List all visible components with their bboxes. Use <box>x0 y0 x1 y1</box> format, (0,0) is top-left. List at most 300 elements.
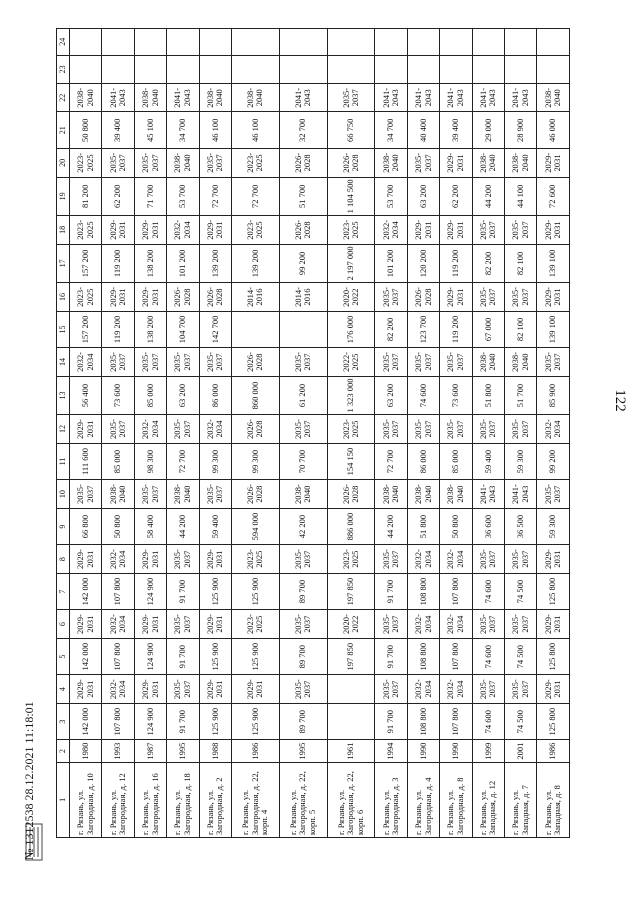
column-number: 3 <box>57 703 70 740</box>
table-cell: 59 300 <box>505 443 537 480</box>
table-cell: 91 700 <box>375 703 407 740</box>
table-cell: 2038-2040 <box>505 348 537 376</box>
table-cell: 36 600 <box>472 508 504 545</box>
table-cell: 59 400 <box>472 443 504 480</box>
table-cell: 32 700 <box>279 112 327 149</box>
table-cell: 53 700 <box>375 177 407 216</box>
page-number: 122 <box>611 389 628 412</box>
table-cell: 91 700 <box>167 703 199 740</box>
table-cell: 2038-2040 <box>375 480 407 508</box>
column-number: 18 <box>57 216 70 244</box>
table-cell: 2035-2037 <box>199 348 231 376</box>
table-cell: 67 000 <box>472 311 504 348</box>
table-cell: 1986 <box>537 740 570 762</box>
address-cell: г. Рязань, ул. Загородная, д. 16 <box>134 762 166 837</box>
table-cell: 2029-2031 <box>407 216 439 244</box>
table-cell: 2029-2031 <box>537 149 570 177</box>
table-cell: 860 000 <box>232 376 280 415</box>
table-cell: 142 000 <box>70 703 102 740</box>
table-row <box>134 29 166 838</box>
table-cell <box>440 55 472 83</box>
table-cell: 56 400 <box>70 376 102 415</box>
table-cell: 2032-2034 <box>440 545 472 573</box>
table-cell: 119 200 <box>102 244 134 283</box>
table-cell: 2023-2025 <box>232 149 280 177</box>
table-cell: 2035-2037 <box>279 675 327 703</box>
table-row <box>327 29 375 838</box>
table-cell: 82 200 <box>472 244 504 283</box>
address-cell: г. Рязань, ул. Западная, д. 7 <box>505 762 537 837</box>
table-cell: 86 000 <box>199 376 231 415</box>
table-cell: 2032-2034 <box>407 610 439 638</box>
table-cell: 2029-2031 <box>70 415 102 443</box>
table-cell: 2035-2037 <box>375 348 407 376</box>
table-cell: 2023-2025 <box>70 149 102 177</box>
address-cell: г. Рязань, ул. Загородная, д. 18 <box>167 762 199 837</box>
table-cell: 2032-2034 <box>407 545 439 573</box>
table-cell: 2035-2037 <box>407 149 439 177</box>
table-cell: 74 500 <box>505 703 537 740</box>
table-row <box>199 29 231 838</box>
table-cell: 2035-2037 <box>537 348 570 376</box>
table-cell: 2032-2034 <box>407 675 439 703</box>
column-number: 15 <box>57 311 70 348</box>
table-cell: 2035-2037 <box>505 675 537 703</box>
table-cell: 2035-2037 <box>134 480 166 508</box>
table-cell: 1995 <box>167 740 199 762</box>
table-cell: 2026-2028 <box>232 480 280 508</box>
table-cell: 91 700 <box>375 638 407 675</box>
table-cell: 46 100 <box>199 112 231 149</box>
table-cell: 2035-2037 <box>505 545 537 573</box>
column-number: 14 <box>57 348 70 376</box>
table-cell: 85 000 <box>134 376 166 415</box>
table-cell: 62 200 <box>102 177 134 216</box>
table-cell: 2038-2040 <box>472 149 504 177</box>
table-cell: 197 850 <box>327 573 375 610</box>
table-cell: 2038-2040 <box>407 480 439 508</box>
table-cell: 86 000 <box>407 443 439 480</box>
table-cell <box>134 29 166 56</box>
table-cell: 1980 <box>70 740 102 762</box>
table-cell <box>505 55 537 83</box>
footer-doc-number: № 1312538 28.12.2021 11:18:01 <box>22 701 36 860</box>
table-cell <box>199 55 231 83</box>
table-cell: 2026-2028 <box>407 283 439 311</box>
table-cell: 2035-2037 <box>375 545 407 573</box>
table-cell: 44 200 <box>472 177 504 216</box>
rotated-table-container <box>56 28 570 838</box>
table-cell <box>232 55 280 83</box>
table-cell: 2026-2028 <box>279 149 327 177</box>
address-cell: г. Рязань, ул. Загородная, д. 3 <box>375 762 407 837</box>
table-cell: 125 900 <box>232 703 280 740</box>
table-cell: 2029-2031 <box>70 675 102 703</box>
table-cell: 63 200 <box>375 376 407 415</box>
table-cell: 2041-2043 <box>472 480 504 508</box>
table-cell: 91 700 <box>375 573 407 610</box>
table-cell: 2038-2040 <box>472 348 504 376</box>
table-cell: 74 600 <box>472 703 504 740</box>
table-cell: 125 900 <box>199 638 231 675</box>
table-cell: 142 700 <box>199 311 231 348</box>
table-cell: 74 600 <box>407 376 439 415</box>
table-cell: 1990 <box>407 740 439 762</box>
table-cell <box>537 55 570 83</box>
table-cell: 2032-2034 <box>440 675 472 703</box>
table-cell: 2035-2037 <box>472 545 504 573</box>
table-cell: 51 700 <box>505 376 537 415</box>
table-cell: 2029-2031 <box>537 283 570 311</box>
table-cell <box>440 29 472 56</box>
table-cell: 2029-2031 <box>70 545 102 573</box>
table-cell: 2020-2022 <box>327 610 375 638</box>
table-cell <box>472 29 504 56</box>
table-cell: 91 700 <box>167 573 199 610</box>
table-row <box>440 29 472 838</box>
table-cell: 72 600 <box>537 177 570 216</box>
table-cell: 2 197 000 <box>327 244 375 283</box>
table-cell <box>232 311 280 348</box>
table-cell: 107 800 <box>102 638 134 675</box>
table-cell: 2032-2034 <box>70 348 102 376</box>
table-cell: 119 200 <box>440 244 472 283</box>
table-cell: 2041-2043 <box>167 84 199 112</box>
table-cell: 120 200 <box>407 244 439 283</box>
table-row <box>102 29 134 838</box>
table-cell: 2035-2037 <box>505 283 537 311</box>
table-cell: 44 100 <box>505 177 537 216</box>
column-number: 19 <box>57 177 70 216</box>
address-cell: г. Рязань, ул. Западная, д. 12 <box>472 762 504 837</box>
table-cell: 40 400 <box>407 112 439 149</box>
table-cell: 72 700 <box>375 443 407 480</box>
table-cell: 139 200 <box>232 244 280 283</box>
table-cell: 2035-2037 <box>407 415 439 443</box>
table-cell: 51 800 <box>472 376 504 415</box>
table-cell: 101 200 <box>167 244 199 283</box>
address-cell: г. Рязань, ул. Загородная, д. 4 <box>407 762 439 837</box>
table-cell: 2029-2031 <box>199 216 231 244</box>
column-number: 21 <box>57 112 70 149</box>
address-cell: г. Рязань, ул. Загородная, д. 12 <box>102 762 134 837</box>
table-row <box>407 29 439 838</box>
table-cell: 2041-2043 <box>440 84 472 112</box>
table-cell: 2026-2028 <box>232 348 280 376</box>
table-cell: 2035-2037 <box>505 216 537 244</box>
table-cell <box>505 29 537 56</box>
column-number: 1 <box>57 762 70 837</box>
table-cell <box>167 55 199 83</box>
table-cell: 2032-2034 <box>102 675 134 703</box>
table-cell <box>199 29 231 56</box>
table-cell <box>102 55 134 83</box>
table-cell: 2032-2034 <box>167 216 199 244</box>
table-cell: 2035-2037 <box>134 348 166 376</box>
table-cell: 2014-2016 <box>232 283 280 311</box>
table-row <box>505 29 537 838</box>
table-row <box>279 29 327 838</box>
table-cell: 72 700 <box>167 443 199 480</box>
table-cell: 139 100 <box>537 244 570 283</box>
table-cell: 2035-2037 <box>279 348 327 376</box>
table-cell: 89 700 <box>279 703 327 740</box>
table-cell: 66 750 <box>327 112 375 149</box>
table-cell: 107 800 <box>440 638 472 675</box>
table-cell: 2014-2016 <box>279 283 327 311</box>
table-cell: 74 600 <box>472 573 504 610</box>
table-cell: 2029-2031 <box>537 610 570 638</box>
table-cell: 45 100 <box>134 112 166 149</box>
table-cell: 2041-2043 <box>505 480 537 508</box>
table-cell: 2035-2037 <box>279 610 327 638</box>
table-cell: 2023-2025 <box>327 545 375 573</box>
table-cell: 1987 <box>134 740 166 762</box>
table-cell: 2023-2025 <box>232 216 280 244</box>
table-cell: 2023-2025 <box>327 216 375 244</box>
table-cell: 2029-2031 <box>440 216 472 244</box>
table-cell: 46 000 <box>537 112 570 149</box>
table-cell: 2035-2037 <box>472 610 504 638</box>
column-number: 4 <box>57 675 70 703</box>
table-cell: 2035-2037 <box>102 149 134 177</box>
table-cell: 2035-2037 <box>279 415 327 443</box>
column-number: 13 <box>57 376 70 415</box>
table-cell: 2038-2040 <box>167 149 199 177</box>
table-cell <box>167 29 199 56</box>
table-cell <box>279 55 327 83</box>
column-number: 24 <box>57 29 70 56</box>
table-cell: 89 700 <box>279 638 327 675</box>
table-cell: 125 800 <box>537 638 570 675</box>
table-cell: 2041-2043 <box>407 84 439 112</box>
table-cell: 2029-2031 <box>537 545 570 573</box>
table-row <box>167 29 199 838</box>
table-cell: 2035-2037 <box>167 545 199 573</box>
table-cell: 2029-2031 <box>134 545 166 573</box>
table-cell: 2035-2037 <box>167 415 199 443</box>
table-row <box>70 29 102 838</box>
table-cell <box>375 29 407 56</box>
table-cell: 2035-2037 <box>375 610 407 638</box>
table-cell: 81 200 <box>70 177 102 216</box>
table-cell: 2020-2022 <box>327 283 375 311</box>
table-cell: 2032-2034 <box>134 415 166 443</box>
table-cell: 142 000 <box>70 573 102 610</box>
table-cell: 2032-2034 <box>440 610 472 638</box>
table-cell: 89 700 <box>279 573 327 610</box>
table-cell: 34 700 <box>167 112 199 149</box>
table-cell: 2026-2028 <box>327 480 375 508</box>
column-number: 23 <box>57 55 70 83</box>
table-cell: 62 200 <box>440 177 472 216</box>
table-cell: 2029-2031 <box>440 283 472 311</box>
table-cell: 2041-2043 <box>505 84 537 112</box>
table-cell: 1999 <box>472 740 504 762</box>
table-cell <box>327 29 375 56</box>
table-cell: 98 300 <box>134 443 166 480</box>
table-cell: 111 600 <box>70 443 102 480</box>
table-cell: 73 600 <box>102 376 134 415</box>
table-cell: 2038-2040 <box>199 84 231 112</box>
table-cell: 125 800 <box>537 573 570 610</box>
table-cell <box>279 311 327 348</box>
table-cell: 2032-2034 <box>102 610 134 638</box>
table-cell: 1995 <box>279 740 327 762</box>
table-cell: 2026-2028 <box>327 149 375 177</box>
table-cell: 44 200 <box>167 508 199 545</box>
table-cell: 99 300 <box>199 443 231 480</box>
table-cell: 36 500 <box>505 508 537 545</box>
table-cell: 2023-2025 <box>70 283 102 311</box>
table-cell: 2035-2037 <box>70 480 102 508</box>
table-cell: 59 400 <box>199 508 231 545</box>
table-cell: 2038-2040 <box>440 480 472 508</box>
capital-repair-table <box>56 28 570 838</box>
address-cell: г. Рязань, ул. Загородная, д. 2 <box>199 762 231 837</box>
table-cell: 2029-2031 <box>134 675 166 703</box>
table-cell: 72 700 <box>199 177 231 216</box>
column-number: 5 <box>57 638 70 675</box>
table-row <box>472 29 504 838</box>
table-row <box>537 29 570 838</box>
table-cell: 2035-2037 <box>327 84 375 112</box>
table-cell <box>70 55 102 83</box>
table-cell: 85 000 <box>102 443 134 480</box>
table-cell: 104 700 <box>167 311 199 348</box>
table-cell: 124 900 <box>134 638 166 675</box>
table-cell: 63 200 <box>167 376 199 415</box>
table-cell: 2035-2037 <box>102 415 134 443</box>
table-cell: 2035-2037 <box>505 415 537 443</box>
table-cell: 2035-2037 <box>167 610 199 638</box>
table-cell: 85 900 <box>537 376 570 415</box>
table-cell: 74 500 <box>505 638 537 675</box>
table-cell: 2029-2031 <box>537 675 570 703</box>
table-cell: 2023-2025 <box>70 216 102 244</box>
table-cell: 1986 <box>232 740 280 762</box>
table-cell: 2029-2031 <box>199 675 231 703</box>
table-cell: 176 000 <box>327 311 375 348</box>
column-number: 16 <box>57 283 70 311</box>
table-cell: 2041-2043 <box>472 84 504 112</box>
table-cell: 58 400 <box>134 508 166 545</box>
address-cell: г. Рязань, ул. Загородная, д. 22, корп. 6 <box>327 762 375 837</box>
table-cell: 39 400 <box>102 112 134 149</box>
table-cell: 2041-2043 <box>279 84 327 112</box>
table-cell: 2026-2028 <box>167 283 199 311</box>
column-number: 20 <box>57 149 70 177</box>
table-cell: 2035-2037 <box>440 415 472 443</box>
table-cell: 2035-2037 <box>167 348 199 376</box>
table-cell: 66 800 <box>70 508 102 545</box>
table-cell: 2023-2025 <box>327 415 375 443</box>
column-number: 11 <box>57 443 70 480</box>
table-cell: 2041-2043 <box>375 84 407 112</box>
table-cell: 1988 <box>199 740 231 762</box>
address-cell: г. Рязань, ул. Загородная, д. 22, корп. 4 <box>232 762 280 837</box>
table-cell: 2026-2028 <box>279 216 327 244</box>
table-cell: 2038-2040 <box>537 84 570 112</box>
table-cell: 154 150 <box>327 443 375 480</box>
table-cell: 42 200 <box>279 508 327 545</box>
table-cell: 2038-2040 <box>134 84 166 112</box>
table-cell: 82 100 <box>505 311 537 348</box>
table-cell: 2035-2037 <box>472 216 504 244</box>
table-cell: 2038-2040 <box>167 480 199 508</box>
table-cell <box>134 55 166 83</box>
table-cell: 2023-2025 <box>232 610 280 638</box>
table-cell: 125 900 <box>232 638 280 675</box>
table-cell: 73 600 <box>440 376 472 415</box>
table-cell: 2035-2037 <box>440 348 472 376</box>
table-cell: 2029-2031 <box>102 283 134 311</box>
table-cell: 2035-2037 <box>472 415 504 443</box>
table-cell: 99 200 <box>537 443 570 480</box>
table-cell: 99 300 <box>232 443 280 480</box>
table-cell: 2041-2043 <box>102 84 134 112</box>
table-cell: 108 800 <box>407 638 439 675</box>
table-cell: 197 850 <box>327 638 375 675</box>
table-cell: 29 000 <box>472 112 504 149</box>
table-cell: 1990 <box>440 740 472 762</box>
table-cell: 138 200 <box>134 311 166 348</box>
column-number-row <box>57 29 70 838</box>
table-cell: 53 700 <box>167 177 199 216</box>
table-cell: 2035-2037 <box>102 348 134 376</box>
table-cell <box>232 29 280 56</box>
table-cell: 107 800 <box>440 703 472 740</box>
column-number: 9 <box>57 508 70 545</box>
table-cell: 594 000 <box>232 508 280 545</box>
table-cell: 2029-2031 <box>440 149 472 177</box>
column-number: 10 <box>57 480 70 508</box>
table-cell: 2001 <box>505 740 537 762</box>
table-cell: 886 000 <box>327 508 375 545</box>
table-cell: 2032-2034 <box>199 415 231 443</box>
table-cell: 107 800 <box>102 573 134 610</box>
table-cell: 50 800 <box>102 508 134 545</box>
table-cell: 2029-2031 <box>134 216 166 244</box>
column-number: 22 <box>57 84 70 112</box>
table-cell: 125 900 <box>199 573 231 610</box>
table-cell: 107 800 <box>440 573 472 610</box>
table-cell: 2038-2040 <box>102 480 134 508</box>
table-cell: 2035-2037 <box>375 415 407 443</box>
address-cell: г. Рязань, ул. Загородная, д. 8 <box>440 762 472 837</box>
table-row <box>232 29 280 838</box>
table-cell: 59 300 <box>537 508 570 545</box>
table-cell: 2035-2037 <box>472 283 504 311</box>
table-cell: 50 800 <box>440 508 472 545</box>
table-cell: 2035-2037 <box>472 675 504 703</box>
table-cell: 2035-2037 <box>134 149 166 177</box>
table-cell: 1 104 500 <box>327 177 375 216</box>
column-number: 17 <box>57 244 70 283</box>
address-cell: г. Рязань, ул. Загородная, д. 22, корп. 5 <box>279 762 327 837</box>
table-cell: 2038-2040 <box>279 480 327 508</box>
table-cell <box>472 55 504 83</box>
column-number: 2 <box>57 740 70 762</box>
table-cell: 125 900 <box>232 573 280 610</box>
table-cell: 2029-2031 <box>134 610 166 638</box>
table-cell: 2029-2031 <box>102 216 134 244</box>
table-cell: 50 800 <box>70 112 102 149</box>
table-cell: 46 100 <box>232 112 280 149</box>
table-cell: 2023-2025 <box>232 545 280 573</box>
table-cell: 157 200 <box>70 244 102 283</box>
table-cell: 2035-2037 <box>407 348 439 376</box>
